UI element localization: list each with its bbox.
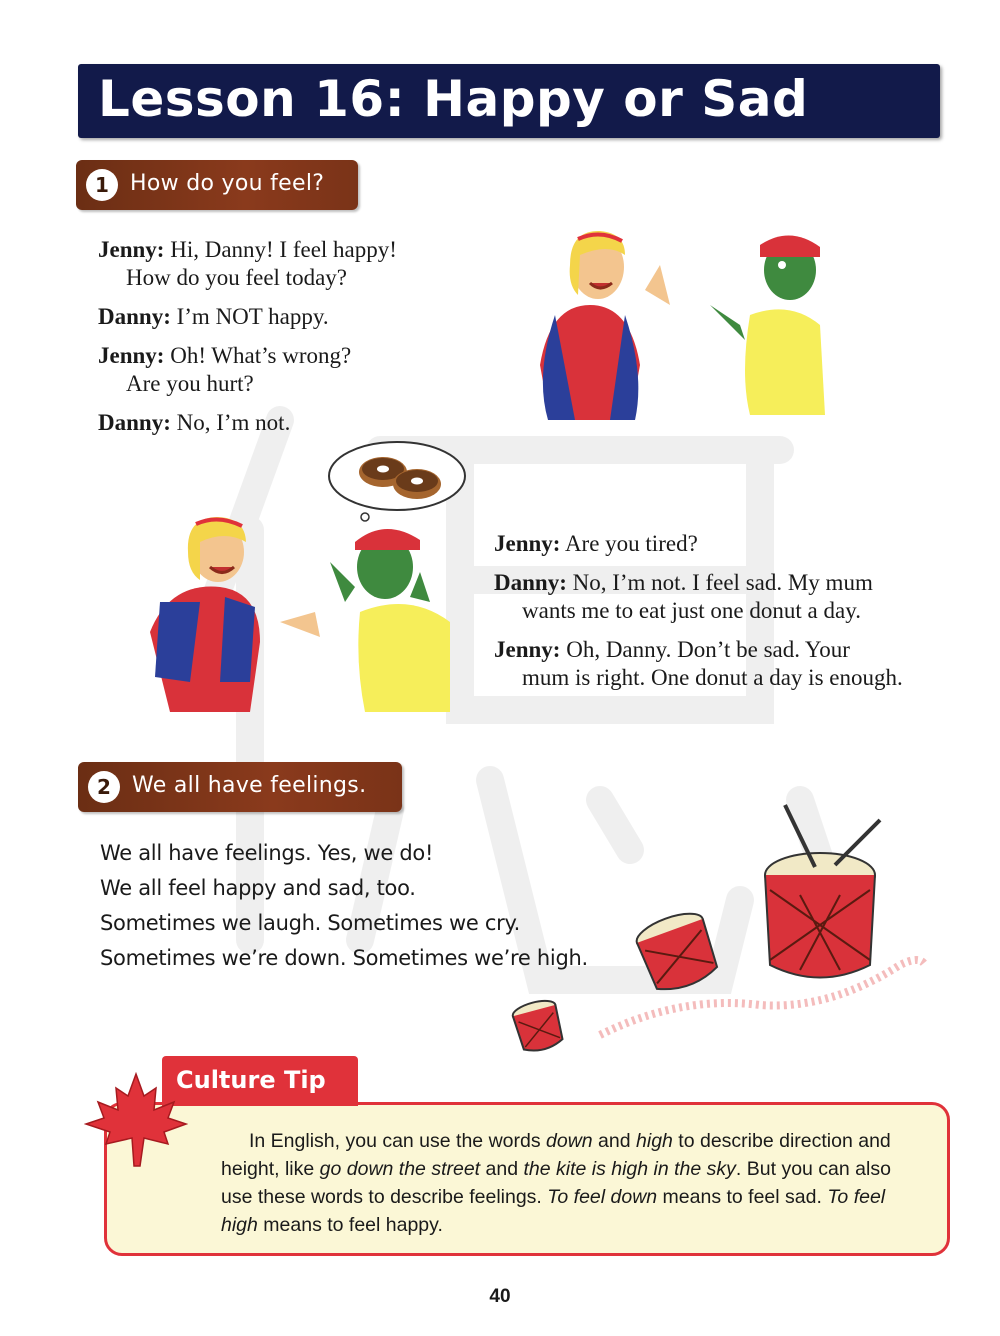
section-1-header [76,160,358,210]
dialog-2 [494,530,954,703]
culture-tip-box [104,1102,950,1256]
dialog-text: Hi, Danny! I feel happy! [170,237,397,262]
speaker-name: Jenny: [494,637,561,662]
large-drum-icon [765,805,880,978]
speaker-name: Jenny: [494,531,561,556]
dialog-continuation: Are you hurt? [126,371,254,396]
dialog-line [494,636,954,692]
jenny-figure [540,231,670,420]
lesson-title-bar [78,64,940,138]
poem-line: Sometimes we’re down. Sometimes we’re high. [100,946,588,970]
poem-line: Sometimes we laugh. Sometimes we cry. [100,911,520,935]
dialog-text: Oh, Danny. Don’t be sad. Your [566,637,850,662]
donut-icon [393,469,441,499]
dialog-line [494,569,954,625]
dialog-continuation: mum is right. One donut a day is enough. [522,665,903,690]
page-number: 40 [489,1286,511,1307]
dialog-text: I’m NOT happy. [176,304,329,329]
jenny-danny-sad-illustration [130,512,470,717]
poem-line: We all feel happy and sad, too. [100,876,416,900]
medium-drum-icon [633,907,723,997]
speaker-name: Danny: [98,304,171,329]
dialog-text: No, I’m not. [176,410,291,435]
maple-leaf-icon [84,1072,188,1168]
poem-line: We all have feelings. Yes, we do! [100,841,434,865]
speaker-name: Jenny: [98,237,165,262]
speaker-name: Jenny: [98,343,165,368]
speaker-name: Danny: [494,570,567,595]
dialog-line [494,530,954,558]
drums-illustration [500,795,940,1065]
section-2-number: 2 [88,771,120,803]
section-2-heading: We all have feelings. [132,773,367,798]
danny-figure [710,235,825,415]
dialog-line [98,342,478,398]
jenny-danny-talking-illustration [520,225,840,425]
dialog-text: Oh! What’s wrong? [170,343,352,368]
culture-tip-tab [162,1056,358,1106]
dialog-1 [98,236,478,448]
page-title: Lesson 16: Happy or Sad [98,70,809,128]
dialog-continuation: wants me to eat just one donut a day. [522,598,861,623]
culture-tip-text: In English, you can use the words down and high to describe direction and height, like go down the street and the kite is high in the sky. But you can also use these words to describe feelings. To feel down means to feel sad. To feel high means to feel happy. [221,1130,891,1236]
section-1-number: 1 [86,169,118,201]
section-2-header [78,762,402,812]
danny-figure [330,529,450,712]
dialog-text: Are you tired? [564,531,698,556]
small-drum-icon [511,997,566,1055]
dialog-continuation: How do you feel today? [126,265,347,290]
section-1-heading: How do you feel? [130,171,325,196]
dialog-line [98,409,478,437]
dialog-line [98,236,478,292]
culture-tip-label: Culture Tip [176,1066,326,1094]
jenny-figure [150,517,320,712]
dialog-text: No, I’m not. I feel sad. My mum [572,570,873,595]
dialog-line [98,303,478,331]
speaker-name: Danny: [98,410,171,435]
